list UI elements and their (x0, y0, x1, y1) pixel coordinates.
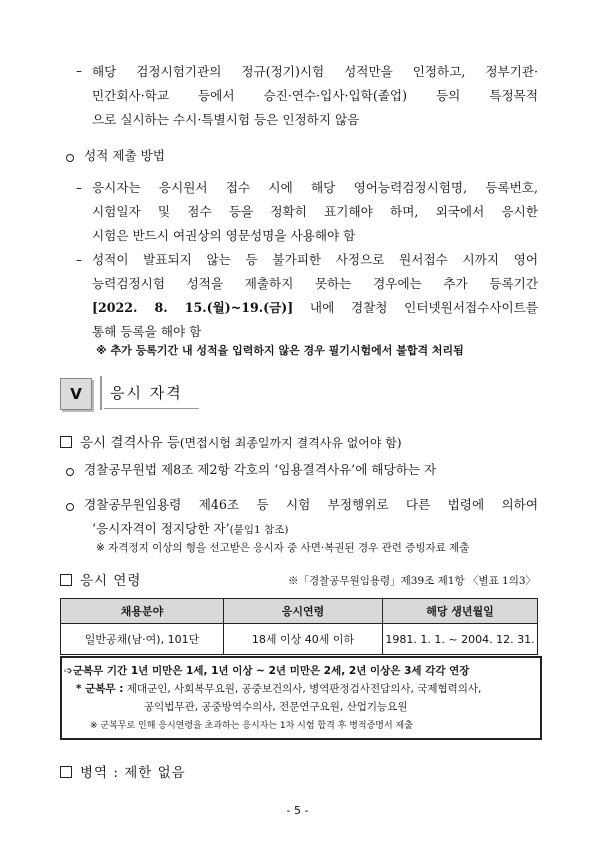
dash-marker: – (76, 253, 82, 267)
circle-bullet-icon (66, 468, 74, 476)
table-cell: 18세 이상 40세 이하 (224, 624, 383, 655)
section-title: 응시 자격 (110, 384, 183, 402)
subheading-score-submission: 성적 제출 방법 (84, 148, 165, 163)
square-bullet-icon (60, 436, 72, 448)
section-underline (104, 408, 199, 409)
military-service-list-cont: 공익법무관, 공중방역수의사, 전문연구요원, 산업기능요원 (144, 701, 408, 713)
disq-note: ※ 자격정지 이상의 형을 선고받은 응시자 중 사면·복권된 경우 관련 증빙자료 제출 (96, 542, 470, 554)
military-extension-box (60, 656, 542, 740)
paragraph-registration (92, 176, 538, 248)
paragraph-regular-test (92, 60, 538, 132)
text-line: 성적이 발표되지 않는 등 불가피한 사정으로 원서접수 시까지 영어 (92, 252, 538, 267)
text-line: 시험일자 및 점수 등을 정확히 표기해야 하며, 외국에서 응시한 (92, 204, 538, 219)
text-line: 민간회사·학교 등에서 승진·연수·입사·입학(졸업) 등의 특정목적 (92, 88, 538, 103)
note-fail-warning: ※ 추가 등록기간 내 성적을 입력하지 않은 경우 필기시험에서 불합격 처리됨 (96, 344, 464, 357)
text-line: [2022. 8. 15.(월)~19.(금)] 내에 경찰청 인터넷원서접수사이트를 (92, 300, 538, 315)
text-line: 해당 검정시험기관의 정규(정기)시험 성적만을 인정하고, 정부기관· (92, 64, 538, 79)
section-number: Ⅴ (70, 385, 82, 403)
text-line: 능력검정시험 성적을 제출하지 못하는 경우에는 추가 등록기간 (92, 276, 538, 291)
disq-item-2 (84, 493, 538, 542)
heading-military: 병역 : 제한 없음 (80, 765, 186, 781)
text-line: 통해 등록을 해야 함 (92, 324, 202, 339)
text-line: 경찰공무원임용령 제46조 등 시험 부정행위로 다른 법령에 의하여 (84, 497, 538, 512)
text-line: 으로 실시하는 수시·특별시험 등은 인정하지 않음 (92, 112, 360, 127)
table-header: 채용분야 (61, 599, 224, 624)
text-line: 응시자는 응시원서 접수 시에 해당 영어능력검정시험명, 등록번호, (92, 180, 538, 195)
dash-marker: – (76, 181, 82, 195)
table-row (61, 624, 538, 655)
circle-bullet-icon (66, 503, 74, 511)
age-table (60, 598, 538, 655)
extension-rule: ➩군복무 기간 1년 미만은 1세, 1년 이상 ~ 2년 미만은 2세, 2년 이상은 3세 각각 연장 (64, 665, 470, 677)
heading-disqualification: 응시 결격사유 등(면접시험 최종일까지 결격사유 없어야 함) (80, 435, 402, 451)
text-line: 시험은 반드시 여권상의 영문성명을 사용해야 함 (92, 228, 356, 243)
section-number-box (60, 378, 92, 410)
section-divider (100, 376, 102, 410)
disq-item-1: 경찰공무원법 제8조 제2항 각호의 ‘임용결격사유’에 해당하는 자 (84, 462, 437, 477)
table-header: 응시연령 (224, 599, 383, 624)
military-service-list: * 군복무 : 제대군인, 사회복무요원, 공중보건의사, 병역판정검사전담의사, 국제협력의사, (76, 683, 482, 695)
dash-marker: – (76, 64, 82, 78)
age-reference: ※「경찰공무원임용령」제39조 제1항 〈별표 1의3〉 (288, 575, 537, 587)
heading-age: 응시 연령 (80, 573, 142, 589)
page-number: - 5 - (286, 804, 309, 817)
table-cell: 일반공채(남·여), 101단 (61, 624, 224, 655)
table-header: 해당 생년월일 (383, 599, 538, 624)
military-note: ※ 군복무로 인해 응시연령을 초과하는 응시자는 1차 시험 합격 후 병적증명서 제출 (90, 721, 413, 731)
circle-bullet-icon (66, 154, 74, 162)
arrow-icon: ➩ (64, 665, 73, 677)
table-header-row (61, 599, 538, 624)
square-bullet-icon (60, 766, 72, 778)
registration-period: [2022. 8. 15.(월)~19.(금)] (92, 300, 294, 315)
text-line: ‘응시자격이 정지당한 자’(붙임1 참조) (92, 521, 289, 536)
table-cell: 1981. 1. 1. ~ 2004. 12. 31. (383, 624, 538, 655)
square-bullet-icon (60, 574, 72, 586)
paragraph-additional-registration (92, 248, 538, 344)
